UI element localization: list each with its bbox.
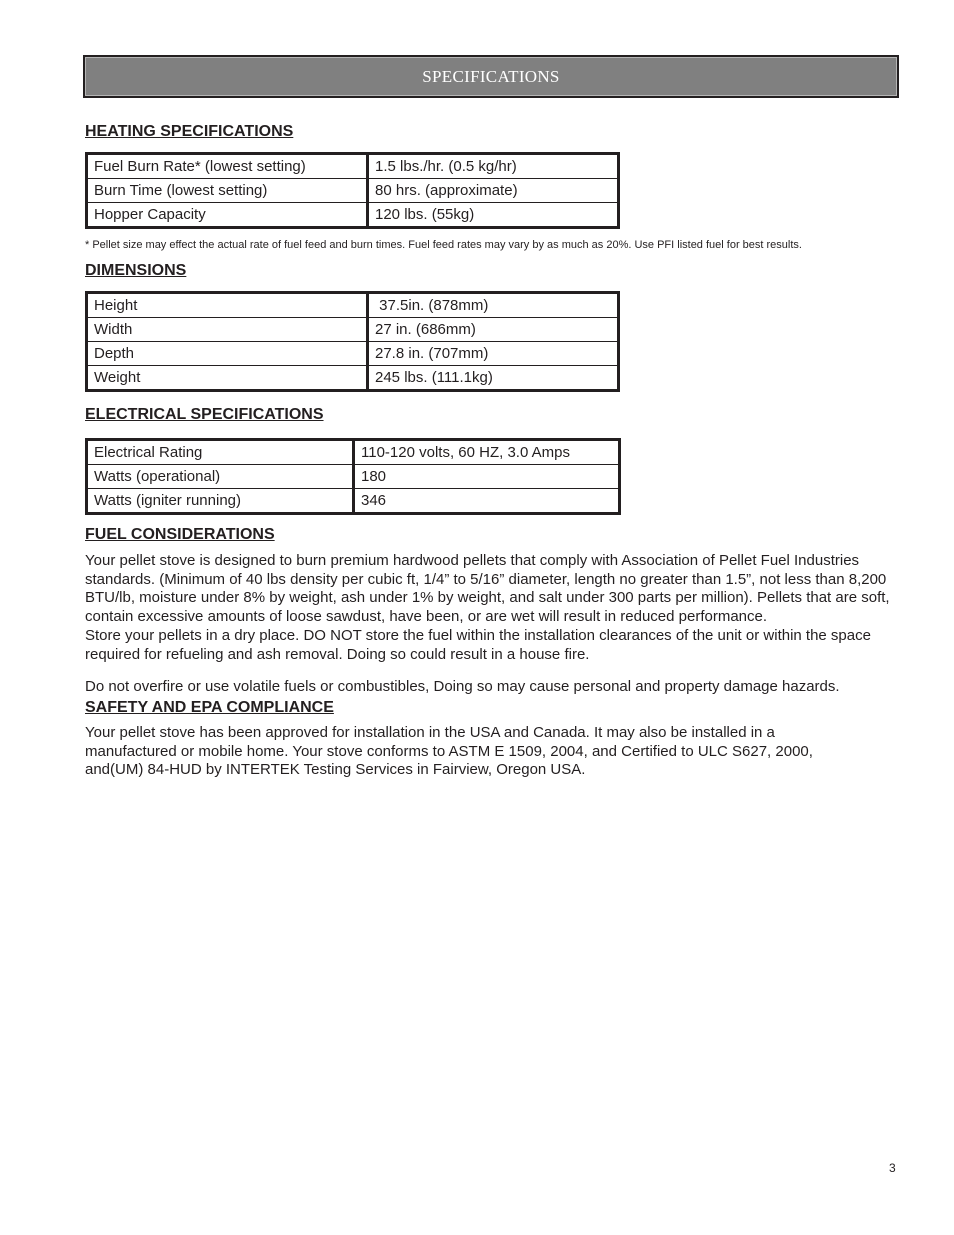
row-label: Depth — [87, 342, 368, 366]
table-row — [87, 293, 619, 318]
row-label: Width — [87, 318, 368, 342]
table-row — [87, 342, 619, 366]
row-value: 27.8 in. (707mm) — [368, 342, 619, 366]
row-label: Watts (operational) — [87, 465, 354, 489]
row-label: Weight — [87, 366, 368, 391]
heating-specifications-table — [85, 152, 620, 229]
safety-line: and(UM) 84-HUD by INTERTEK Testing Services in Fairview, Oregon USA. — [85, 761, 586, 779]
row-value: 110-120 volts, 60 HZ, 3.0 Amps — [354, 440, 620, 465]
page-number: 3 — [889, 1161, 896, 1175]
electrical-specifications-table — [85, 438, 621, 515]
row-label: Fuel Burn Rate* (lowest setting) — [87, 154, 368, 179]
table-row — [87, 154, 619, 179]
dimensions-table — [85, 291, 620, 392]
electrical-specifications-heading: ELECTRICAL SPECIFICATIONS — [85, 406, 324, 423]
heating-specifications-heading: HEATING SPECIFICATIONS — [85, 123, 294, 140]
fuel-paragraph-pellets: Your pellet stove is designed to burn premium hardwood pellets that comply with Association of Pellet Fuel Industries standards. (Minimum of 40 lbs density per cubic ft, 1/4” to 5/16” diameter, length no greater than 1.5”, not less than 8,200 BTU/lb, moisture under 8% by weight, ash under 1% by weight, and salt under 300 parts per million). Pellets that are soft, contain excessive amounts of loose sawdust, have been, or are wet will result in reduced performance. — [85, 552, 890, 626]
row-label: Burn Time (lowest setting) — [87, 179, 368, 203]
row-value: 1.5 lbs./hr. (0.5 kg/hr) — [368, 154, 619, 179]
row-label: Hopper Capacity — [87, 203, 368, 228]
table-row — [87, 440, 620, 465]
dimensions-heading: DIMENSIONS — [85, 262, 187, 279]
safety-paragraph — [85, 724, 900, 780]
row-value: 120 lbs. (55kg) — [368, 203, 619, 228]
table-row — [87, 318, 619, 342]
row-label: Height — [87, 293, 368, 318]
table-row — [87, 489, 620, 514]
fuel-considerations-heading: FUEL CONSIDERATIONS — [85, 526, 275, 543]
row-value: 80 hrs. (approximate) — [368, 179, 619, 203]
row-value: 27 in. (686mm) — [368, 318, 619, 342]
table-row — [87, 465, 620, 489]
safety-line: manufactured or mobile home. Your stove conforms to ASTM E 1509, 2004, and Certified to ULC S627, 2000, — [85, 742, 813, 760]
safety-line: Your pellet stove has been approved for installation in the USA and Canada. It may also be installed in a — [85, 724, 775, 741]
row-label: Watts (igniter running) — [87, 489, 354, 514]
row-value: 180 — [354, 465, 620, 489]
heating-footnote: * Pellet size may effect the actual rate of fuel feed and burn times. Fuel feed rates may vary by as much as 20%. Use PFI listed fuel for best results. — [85, 239, 802, 251]
row-value: 37.5in. (878mm) — [368, 293, 619, 318]
table-row — [87, 203, 619, 228]
row-value: 245 lbs. (111.1kg) — [368, 366, 619, 391]
page-title: SPECIFICATIONS — [422, 66, 560, 86]
safety-epa-compliance-heading: SAFETY AND EPA COMPLIANCE — [85, 699, 334, 716]
fuel-paragraph-overfire: Do not overfire or use volatile fuels or combustibles, Doing so may cause personal and property damage hazards. — [85, 678, 840, 695]
fuel-paragraph-storage: Store your pellets in a dry place. DO NOT store the fuel within the installation clearances of the unit or within the space required for refueling and ash removal. Doing so could result in a house fire. — [85, 627, 871, 663]
table-row — [87, 179, 619, 203]
table-row — [87, 366, 619, 391]
row-value: 346 — [354, 489, 620, 514]
row-label: Electrical Rating — [87, 440, 354, 465]
section-banner — [83, 55, 899, 98]
